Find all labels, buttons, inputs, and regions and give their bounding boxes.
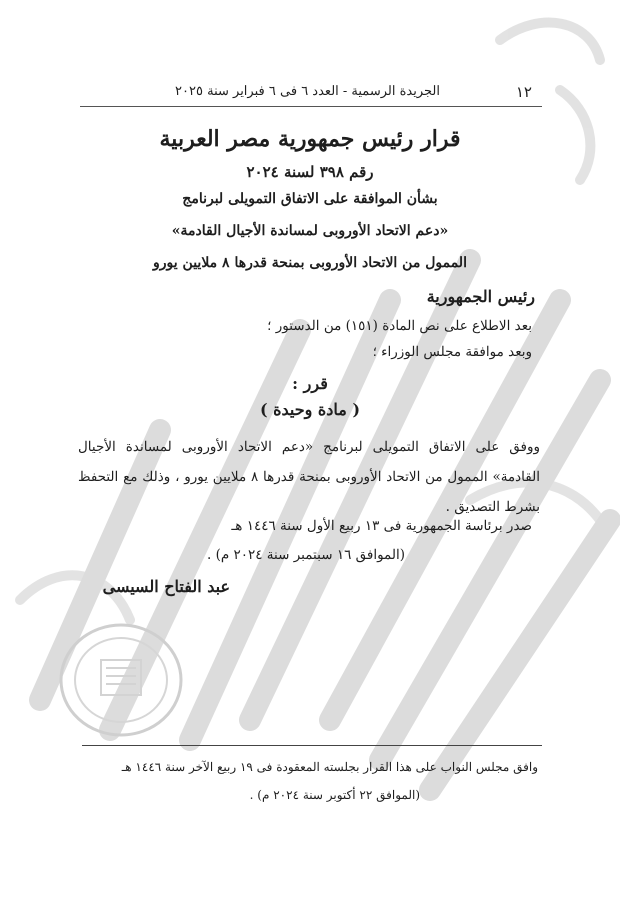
decree-title: قرار رئيس جمهورية مصر العربية	[159, 126, 461, 152]
footnote-divider	[82, 745, 542, 746]
article-heading: ( مادة وحيدة )	[259, 400, 361, 419]
signature: عبد الفتاح السيسى	[102, 577, 230, 596]
article-body: ووفق على الاتفاق التمويلى لبرنامج «دعم الاتحاد الأوروبى لمساندة الأجيال القادمة» الممول من الاتحاد الأوروبى بمنحة قدرها ٨ ملايين يورو ، وذلك مع التحفظ بشرط التصديق .	[78, 439, 540, 515]
decree-subject-line-2: «دعم الاتحاد الأوروبى لمساندة الأجيال القادمة»	[171, 223, 449, 239]
decided-heading: قرر :	[292, 374, 328, 393]
footnote-line-2: (الموافق ٢٢ أكتوبر سنة ٢٠٢٤ م) .	[249, 788, 420, 802]
preamble-clause-2: وبعد موافقة مجلس الوزراء ؛	[372, 344, 532, 360]
page-number: ١٢	[515, 83, 532, 101]
issue-date: صدر برئاسة الجمهورية فى ١٣ ربيع الأول سنة ١٤٤٦ هـ	[231, 518, 532, 534]
gregorian-date: (الموافق ١٦ سبتمبر سنة ٢٠٢٤ م) .	[207, 547, 405, 563]
president-heading: رئيس الجمهورية	[426, 287, 535, 306]
header-divider	[80, 106, 542, 107]
decree-subject-line-3: الممول من الاتحاد الأوروبى بمنحة قدرها ٨ ملايين يورو	[153, 255, 467, 271]
footnote-line-1: وافق مجلس النواب على هذا القرار بجلسته المعقودة فى ١٩ ربيع الآخر سنة ١٤٤٦ هـ	[121, 760, 538, 774]
gazette-header: الجريدة الرسمية - العدد ٦ فى ٦ فبراير سنة ٢٠٢٥	[175, 84, 440, 99]
decree-number: رقم ٣٩٨ لسنة ٢٠٢٤	[246, 163, 374, 181]
seal-stamp	[56, 620, 186, 740]
preamble-clause-1: بعد الاطلاع على نص المادة (١٥١) من الدستور ؛	[267, 318, 532, 334]
decree-subject-line-1: بشأن الموافقة على الاتفاق التمويلى لبرنامج	[182, 191, 438, 207]
